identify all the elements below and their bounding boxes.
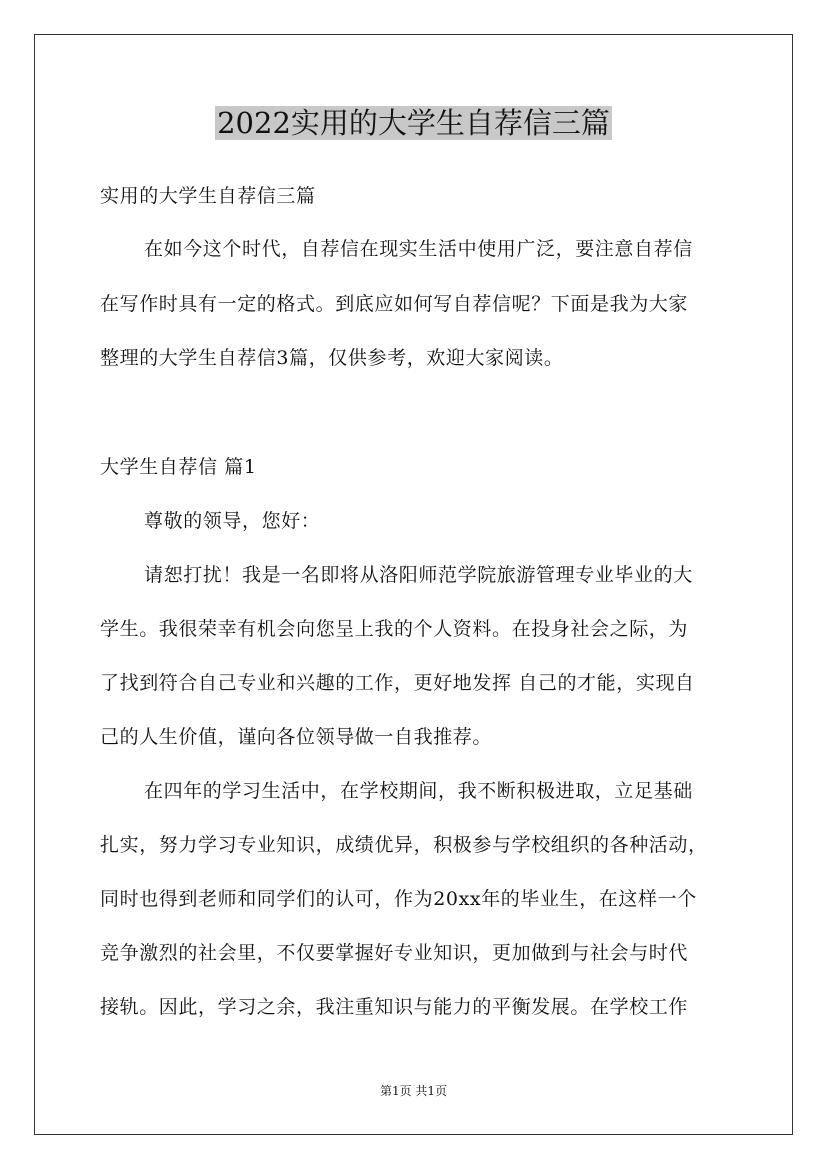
intro-line: 在如今这个时代，自荐信在现实生活中使用广泛，要注意自荐信 xyxy=(144,238,693,260)
document-title xyxy=(0,102,827,144)
section-heading: 大学生自荐信 篇1 xyxy=(100,456,257,478)
paragraph-line: 接轨。因此，学习之余，我注重知识与能力的平衡发展。在学校工作 xyxy=(100,996,689,1018)
paragraph-line: 同时也得到老师和同学们的认可，作为20xx年的毕业生，在这样一个 xyxy=(100,888,697,910)
paragraph-line: 学生。我很荣幸有机会向您呈上我的个人资料。在投身社会之际，为 xyxy=(100,618,689,640)
paragraph-line: 了找到符合自己专业和兴趣的工作，更好地发挥 自己的才能，实现自 xyxy=(100,672,695,694)
paragraph-line: 己的人生价值，谨向各位领导做一自我推荐。 xyxy=(100,726,493,748)
paragraph-line: 在四年的学习生活中，在学校期间，我不断积极进取，立足基础 xyxy=(144,780,693,802)
intro-line: 整理的大学生自荐信3篇，仅供参考，欢迎大家阅读。 xyxy=(100,347,564,369)
salutation: 尊敬的领导，您好： xyxy=(144,510,321,532)
page-footer: 第1页 共1页 xyxy=(379,1084,448,1098)
document-title-text: 2022实用的大学生自荐信三篇 xyxy=(217,106,610,140)
paragraph-line: 请恕打扰！我是一名即将从洛阳师范学院旅游管理专业毕业的大 xyxy=(144,564,693,586)
paragraph-line: 扎实，努力学习专业知识，成绩优异，积极参与学校组织的各种活动， xyxy=(100,834,708,856)
intro-line: 在写作时具有一定的格式。到底应如何写自荐信呢？下面是我为大家 xyxy=(100,293,689,315)
paragraph-line: 竞争激烈的社会里，不仅要掌握好专业知识，更加做到与社会与时代 xyxy=(100,942,689,964)
subtitle: 实用的大学生自荐信三篇 xyxy=(100,185,316,207)
